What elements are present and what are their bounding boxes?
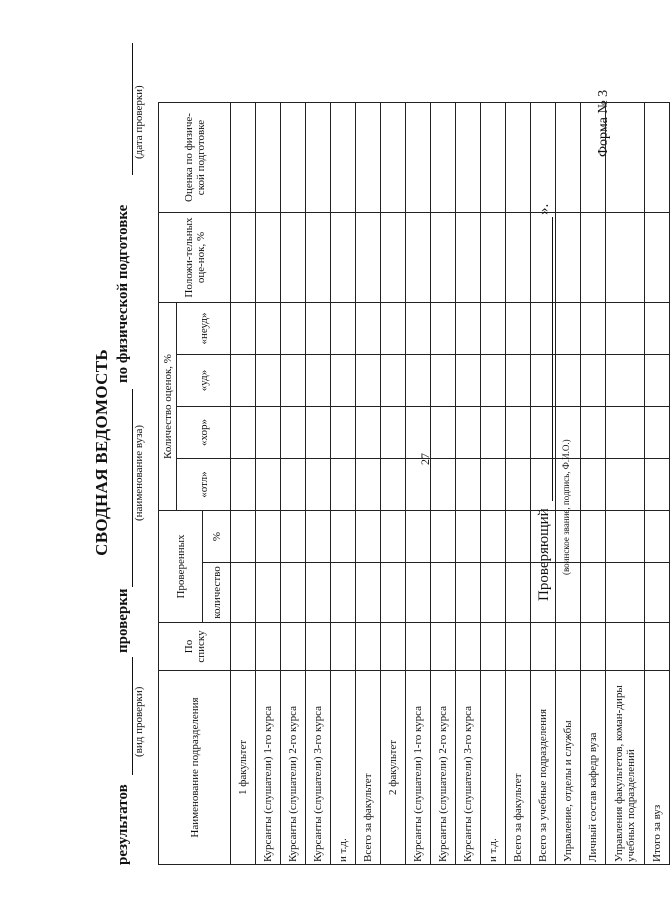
document-title: СВОДНАЯ ВЕДОМОСТЬ — [92, 349, 111, 556]
col-satisfactory-header: «уд» — [177, 355, 231, 407]
row-label: Курсанты (слушатели) 2-го курса — [431, 671, 456, 865]
col-positive-header: Положи-тельных оце-нок, % — [159, 213, 231, 303]
table-row — [645, 103, 670, 865]
discipline-label: по физической подготовке — [115, 204, 131, 383]
table-row — [506, 103, 531, 865]
table-row — [256, 103, 281, 865]
col-fail-header: «неуд» — [177, 303, 231, 355]
row-label: 1 факультет — [231, 671, 256, 865]
checker-label: Проверяющий — [536, 508, 552, 601]
col-unit-header: Наименование подразделения — [159, 671, 231, 865]
signature-blank — [552, 217, 553, 501]
checker-suffix: ». — [536, 203, 552, 215]
university-caption: (наименование вуза) — [133, 424, 145, 521]
row-label: Управления факультетов, коман-диры учебных подразделений — [606, 671, 645, 865]
check-label: проверки — [115, 588, 131, 653]
row-label: Курсанты (слушатели) 3-го курса — [306, 671, 331, 865]
row-label: Курсанты (слушатели) 1-го курса — [256, 671, 281, 865]
row-label: Личный состав кафедр вуза — [581, 671, 606, 865]
row-label: Итого за вуз — [645, 671, 670, 865]
table-row — [406, 103, 431, 865]
col-excellent-header: «отл» — [177, 459, 231, 511]
page-number: 27 — [418, 453, 432, 465]
table-row — [281, 103, 306, 865]
row-label: Управление, отделы и службы — [556, 671, 581, 865]
col-checked-header: Проверенных — [159, 511, 203, 623]
row-label: Курсанты (слушатели) 3-го курса — [456, 671, 481, 865]
table-row — [456, 103, 481, 865]
signature-caption: (воинское звание, подпись, Ф.И.О.) — [561, 439, 571, 575]
col-assessment-header: Оценка по физиче-ской подготовке — [159, 103, 231, 213]
col-good-header: «хор» — [177, 407, 231, 459]
row-label: Всего за учебные подразделения — [531, 671, 556, 865]
row-label: и т.д. — [331, 671, 356, 865]
table-row — [481, 103, 506, 865]
row-label: и т.д. — [481, 671, 506, 865]
table-row — [606, 103, 645, 865]
row-label: Всего за факультет — [356, 671, 381, 865]
table-row — [431, 103, 456, 865]
table-body — [231, 103, 670, 865]
table-row — [331, 103, 356, 865]
col-listed-header: По списку — [159, 623, 231, 671]
table-row — [581, 103, 606, 865]
results-label: результатов — [115, 784, 131, 865]
row-label: Курсанты (слушатели) 1-го курса — [406, 671, 431, 865]
date-caption: (дата проверки) — [133, 85, 145, 159]
table-row — [356, 103, 381, 865]
form-number: Форма № 3 — [596, 89, 611, 157]
col-percent-header: % — [203, 511, 231, 563]
table-row — [306, 103, 331, 865]
row-label: Курсанты (слушатели) 2-го курса — [281, 671, 306, 865]
table-row — [381, 103, 406, 865]
row-label: Всего за факультет — [506, 671, 531, 865]
table-row — [231, 103, 256, 865]
summary-table — [158, 102, 670, 865]
col-grades-header: Количество оценок, % — [159, 303, 177, 511]
row-label: 2 факультет — [381, 671, 406, 865]
check-type-caption: (вид проверки) — [133, 686, 145, 757]
col-count-header: количество — [203, 563, 231, 623]
